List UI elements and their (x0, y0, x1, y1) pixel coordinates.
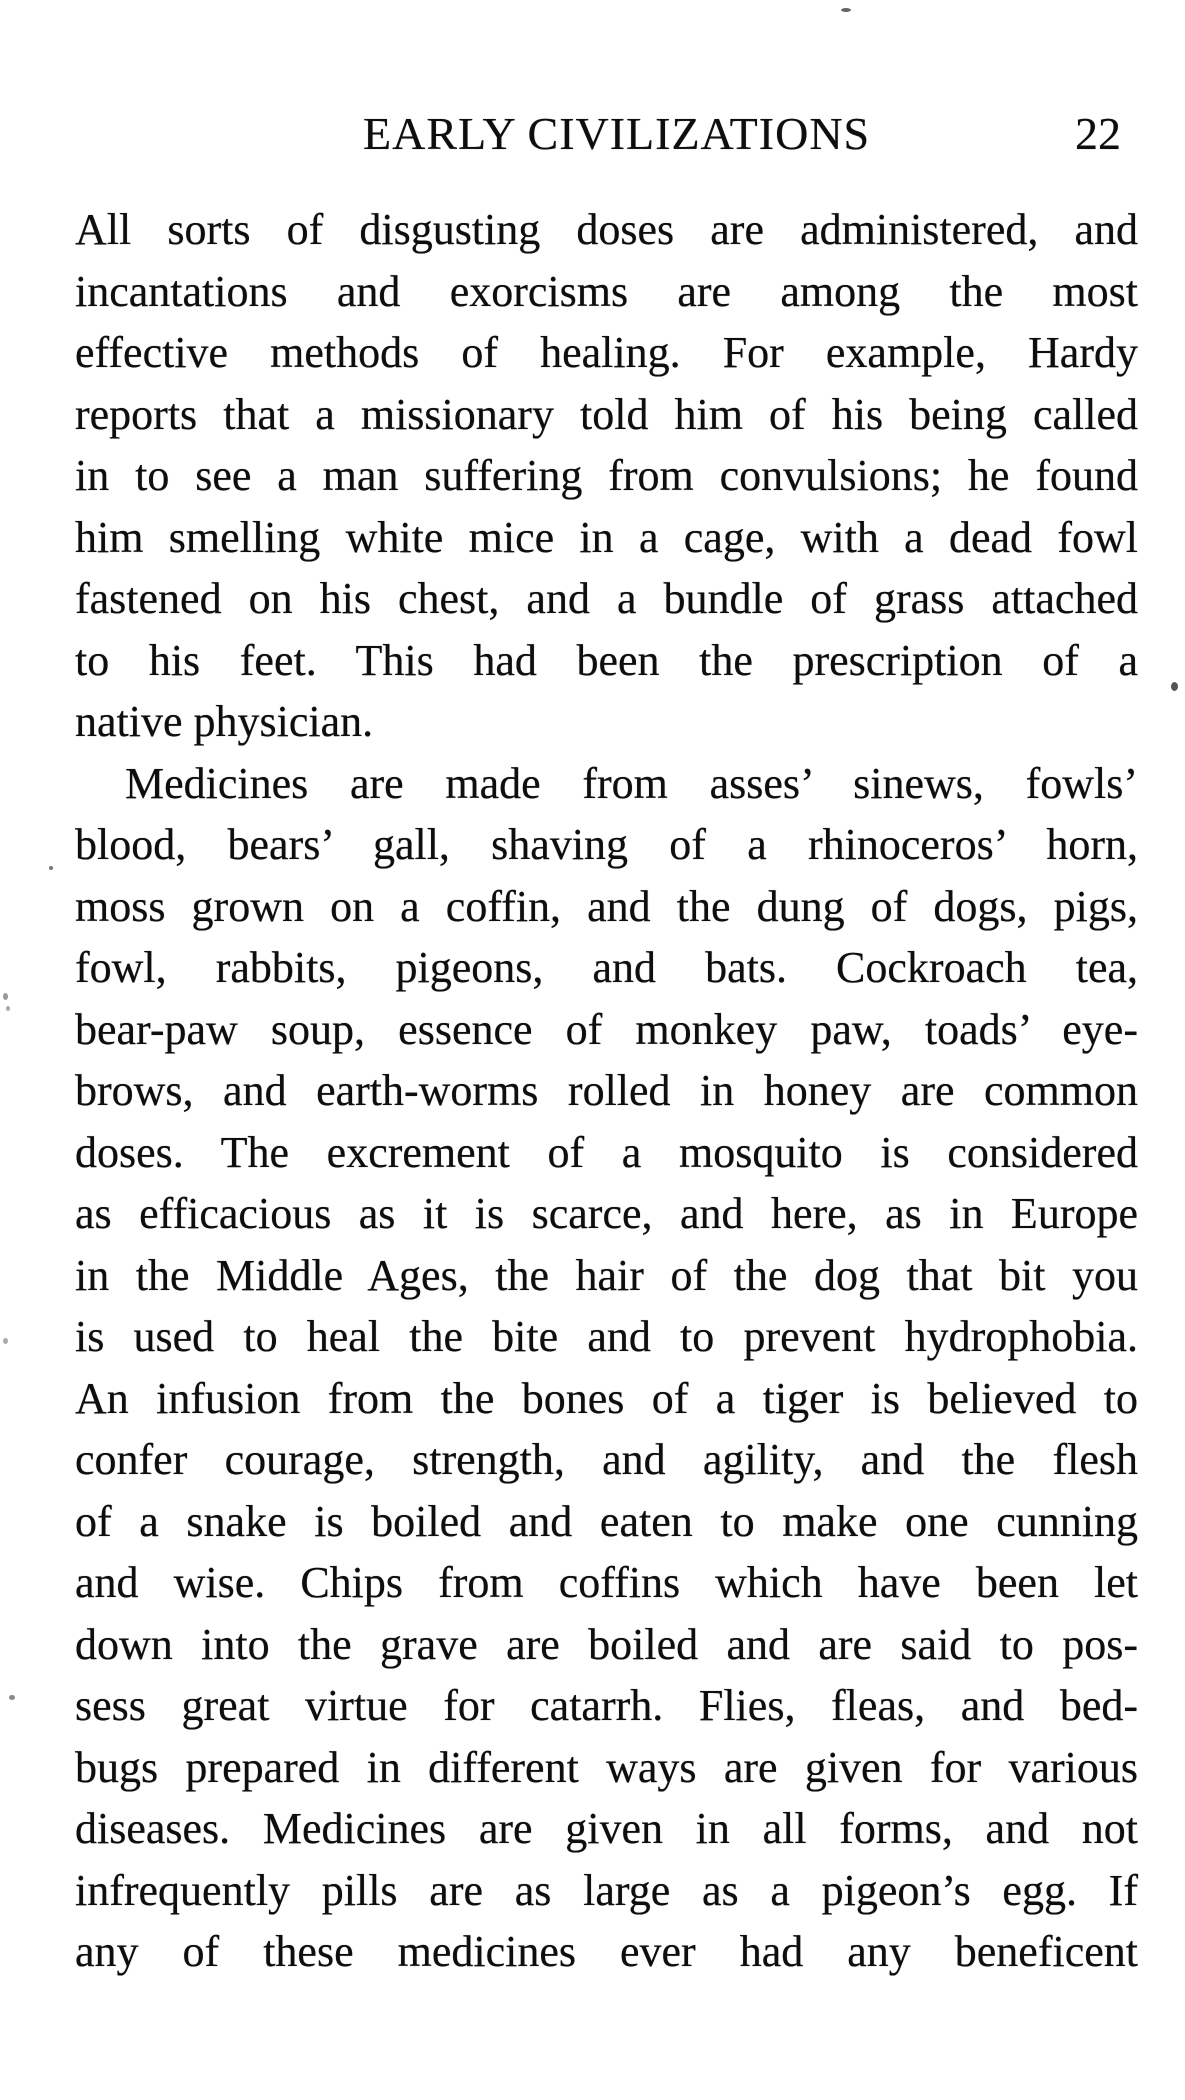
scan-artifact-speck (1171, 682, 1178, 691)
text-line: down into the grave are boiled and are said to pos- (75, 1619, 1138, 1669)
scan-artifact-speck (49, 866, 53, 870)
text-line: incantations and exorcisms are among the most (75, 266, 1138, 316)
text-line: bear-paw soup, essence of monkey paw, toads’ eye- (75, 1004, 1138, 1054)
scan-artifact-speck (6, 1006, 10, 1011)
page-number: 22 (1075, 108, 1121, 159)
text-line: blood, bears’ gall, shaving of a rhinoceros’ horn, (75, 820, 1138, 869)
text-line: in the Middle Ages, the hair of the dog that bit you (75, 1250, 1138, 1300)
text-line: All sorts of disgusting doses are administered, and (75, 205, 1138, 254)
text-line: bugs prepared in different ways are given for various (75, 1742, 1138, 1792)
text-line: An infusion from the bones of a tiger is believed to (75, 1373, 1138, 1423)
text-line: is used to heal the bite and to prevent hydrophobia. (75, 1312, 1138, 1361)
page-title: EARLY CIVILIZATIONS (363, 108, 871, 159)
text-line: confer courage, strength, and agility, and the flesh (75, 1435, 1138, 1484)
page-body (75, 199, 1138, 1983)
paragraph (75, 753, 1138, 1983)
text-line: and wise. Chips from coffins which have been let (75, 1558, 1138, 1607)
text-line: fowl, rabbits, pigeons, and bats. Cockroach tea, (75, 943, 1138, 992)
paragraph (75, 199, 1138, 753)
text-line: diseases. Medicines are given in all forms, and not (75, 1804, 1138, 1853)
scan-artifact-speck (3, 993, 8, 1000)
text-line: brows, and earth-worms rolled in honey are common (75, 1066, 1138, 1115)
text-line: any of these medicines ever had any beneficent (75, 1927, 1138, 1976)
text-line: Medicines are made from asses’ sinews, fowls’ (125, 758, 1138, 808)
scan-artifact-speck (9, 1695, 15, 1700)
text-line: as efficacious as it is scarce, and here, as in Europe (75, 1189, 1138, 1238)
scan-artifact-speck (841, 8, 851, 12)
text-line: in to see a man suffering from convulsions; he found (75, 451, 1138, 500)
text-line: sess great virtue for catarrh. Flies, fleas, and bed- (75, 1681, 1138, 1730)
text-line: of a snake is boiled and eaten to make one cunning (75, 1496, 1138, 1546)
running-head (0, 108, 1185, 161)
text-line: effective methods of healing. For example, Hardy (75, 328, 1138, 377)
text-line: fastened on his chest, and a bundle of grass attached (75, 574, 1138, 623)
text-line: him smelling white mice in a cage, with a dead fowl (75, 512, 1138, 562)
text-line: infrequently pills are as large as a pigeon’s egg. If (75, 1865, 1138, 1915)
text-line: native physician. (75, 697, 374, 746)
text-line: reports that a missionary told him of his being called (75, 389, 1138, 439)
text-line: moss grown on a coffin, and the dung of dogs, pigs, (75, 881, 1138, 931)
text-line: to his feet. This had been the prescription of a (75, 635, 1138, 685)
scan-artifact-speck (3, 1338, 8, 1344)
text-line: doses. The excrement of a mosquito is considered (75, 1127, 1138, 1177)
